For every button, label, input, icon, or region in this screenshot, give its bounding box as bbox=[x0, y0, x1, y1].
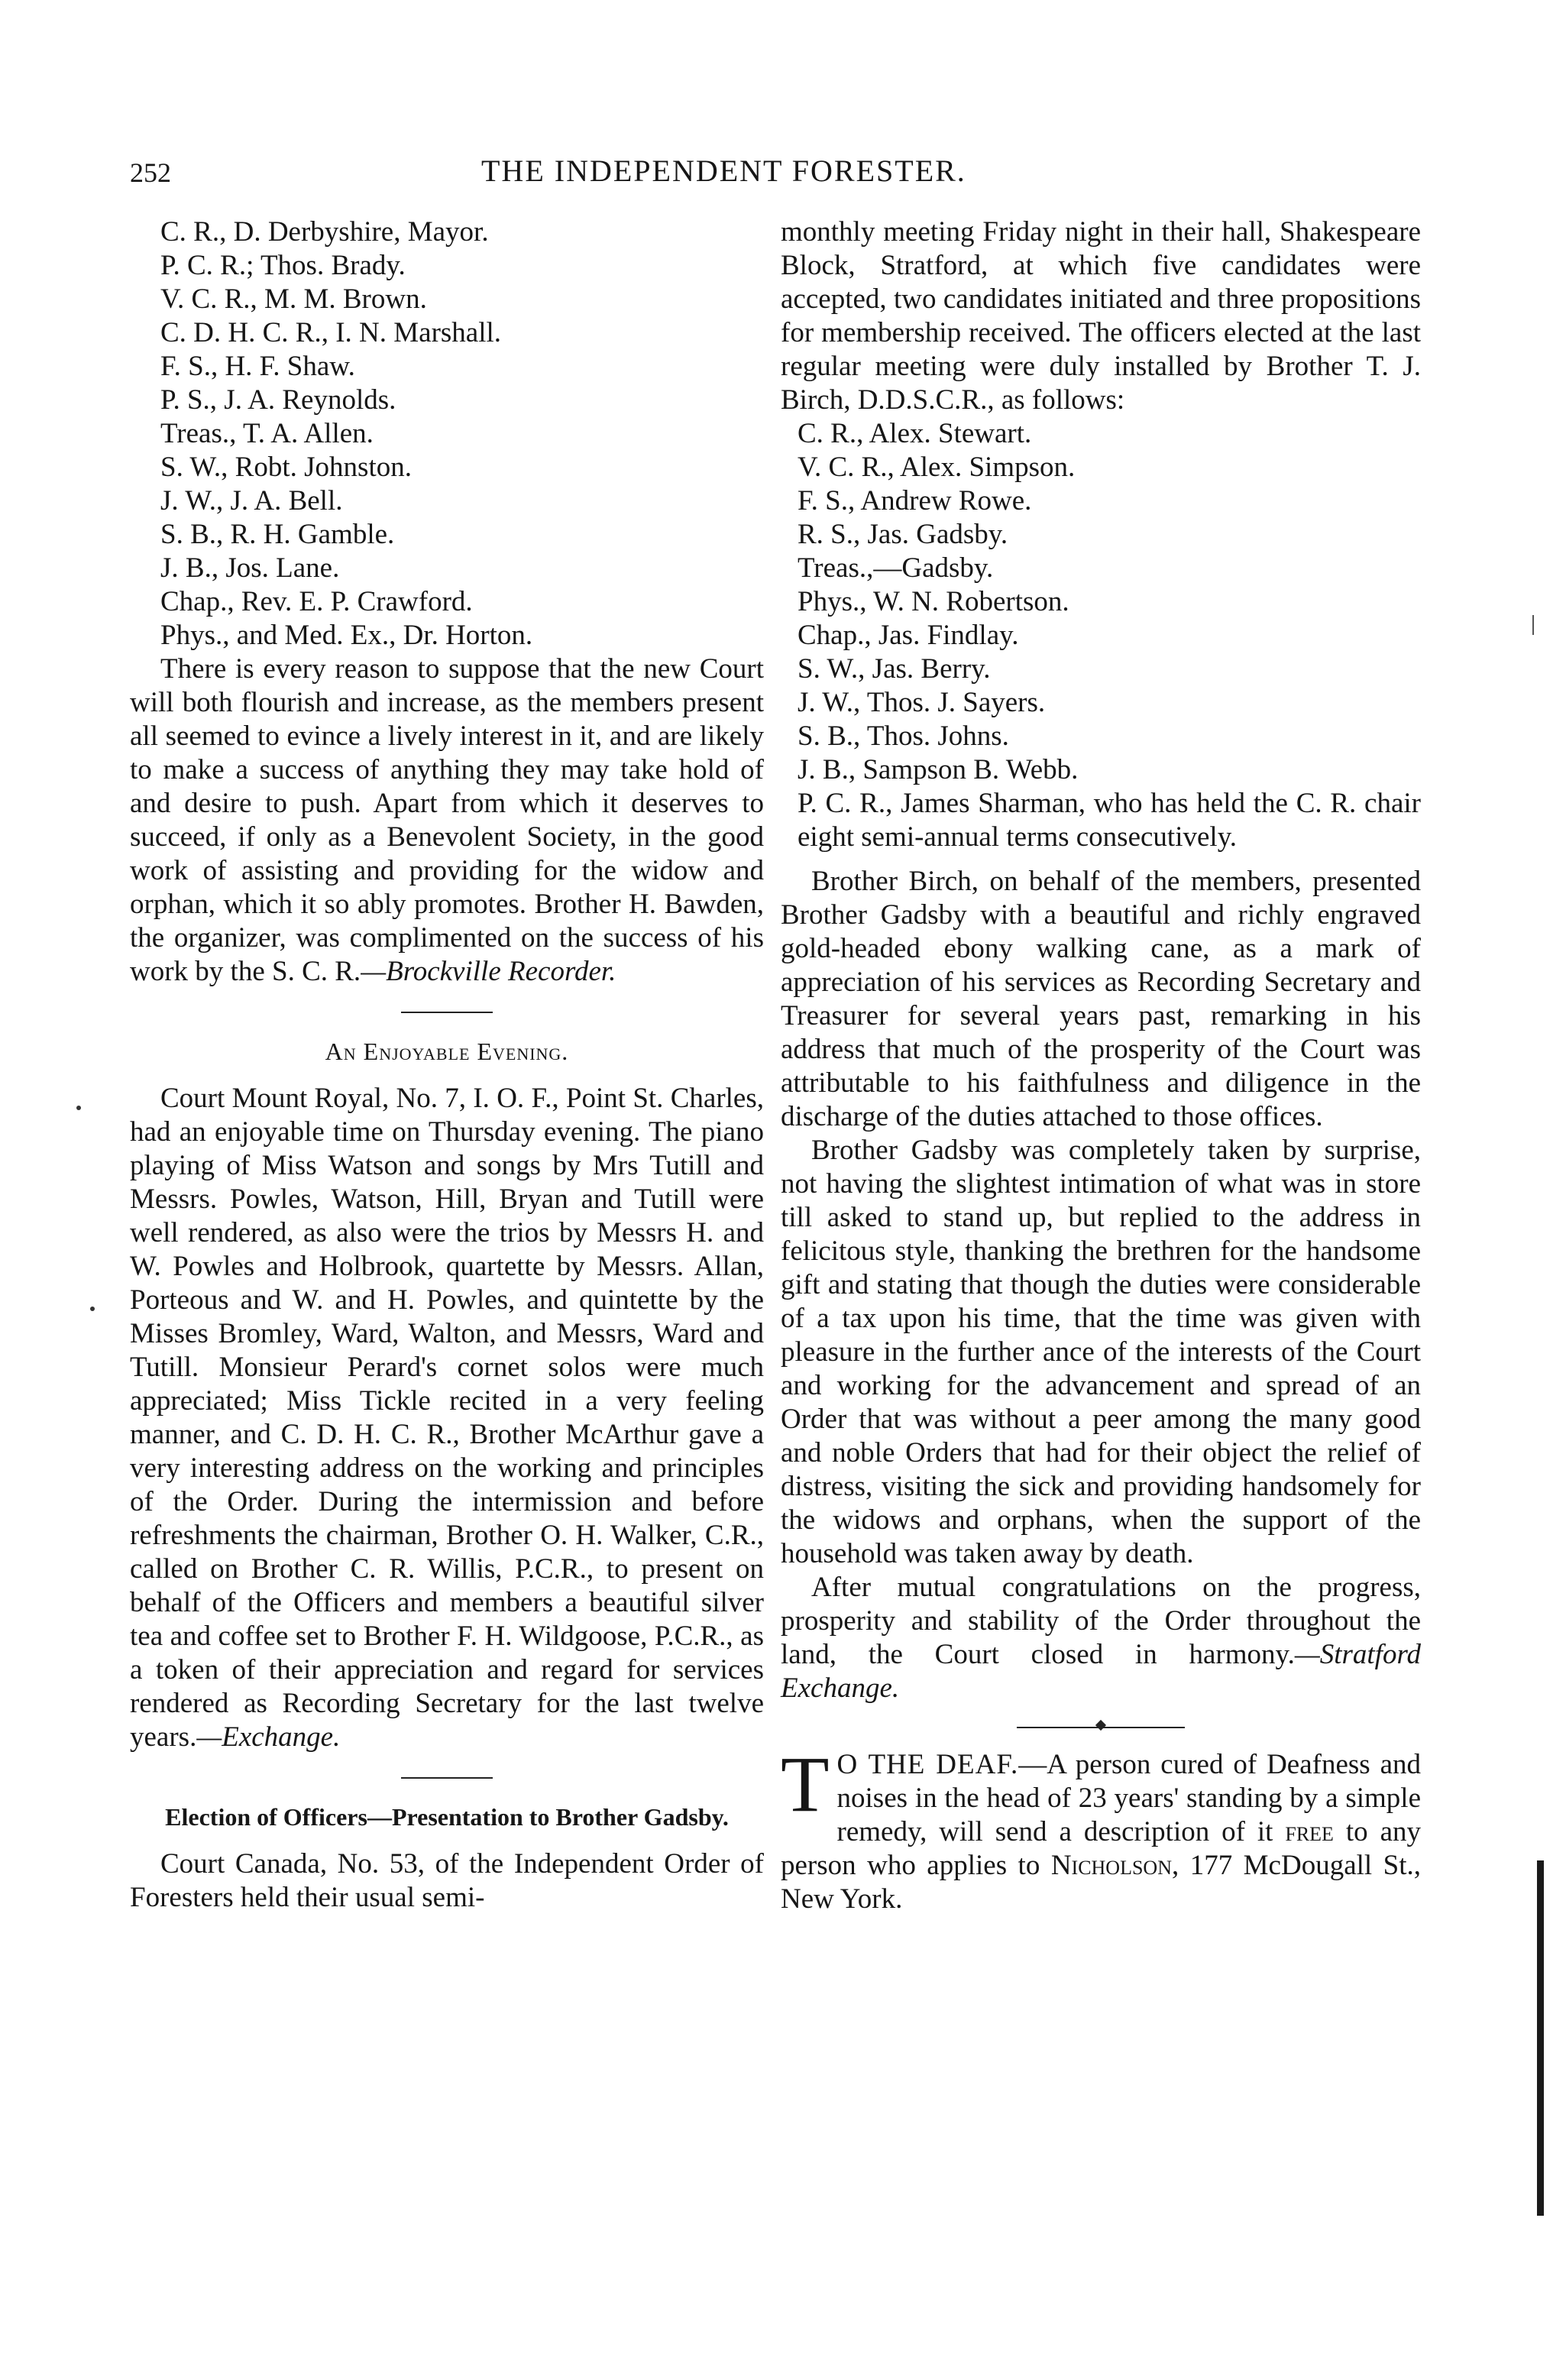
officer-entry: C. R., Alex. Stewart. bbox=[798, 418, 1032, 449]
officer-entry: S. W., Robt. Johnston. bbox=[160, 452, 412, 483]
reply-paragraph: Brother Gadsby was completely taken by surprise, not having the slightest intimation of what was in store till asked to stand up, but replied to the address in felicitous style, thanking the brethren for the handsome gift and stating that though the duties were considerable of a tax upon his time, that the time was given with pleasure in the further ance of the interests of the Court and working for the advancement and spread of an Order that was without a peer among the many good and noble Orders that had for their object the relief of distress, visiting the sick and providing handsomely for the widows and orphans, when the support of the household was taken away by death. bbox=[781, 1135, 1421, 1569]
presentation-paragraph: Brother Birch, on behalf of the members, presented Brother Gadsby with a beautiful and richly engraved gold-headed ebony walking cane, as a mark of appreciation of his services as Recording Secretary and Treasurer for several years past, remarking in his address that much of the prosperity of the Court was attributable to his faithfulness and diligence in the discharge of the duties attached to those offices. bbox=[781, 866, 1421, 1132]
officer-entry: Phys., W. N. Robertson. bbox=[798, 586, 1069, 617]
harmony-source: —Stratford Exchange. bbox=[781, 1639, 1421, 1704]
stratford-officer-list bbox=[781, 417, 1421, 787]
continuation-paragraph: monthly meeting Friday night in their hall, Shakespeare Block, Stratford, at which five candidates were accepted, two candidates initiated and three propositions for membership received. The officers elected at the last regular meeting were duly installed by Brother T. J. Birch, D.D.S.C.R., as follows: bbox=[781, 216, 1421, 416]
officer-entry: J. B., Jos. Lane. bbox=[160, 552, 340, 584]
officer-entry: S. W., Jas. Berry. bbox=[798, 653, 991, 685]
closing-paragraph bbox=[130, 652, 764, 989]
advert-lead: O THE DEAF. bbox=[836, 1749, 1019, 1780]
officer-entry: C. R., D. Derbyshire, Mayor. bbox=[160, 216, 489, 248]
officer-entry: Chap., Rev. E. P. Crawford. bbox=[160, 586, 473, 617]
evening-source: —Exchange. bbox=[196, 1721, 341, 1753]
officer-entry: F. S., Andrew Rowe. bbox=[798, 485, 1032, 516]
officer-entry: F. S., H. F. Shaw. bbox=[160, 351, 355, 382]
advert-text: —A person cured of Deafness and noises in the head of 23 years' standing by a simple remedy, will send a description of it bbox=[836, 1749, 1421, 1847]
officer-entry: P. C. R.; Thos. Brady. bbox=[160, 250, 406, 281]
officer-entry: J. W., Thos. J. Sayers. bbox=[798, 687, 1046, 718]
page-number: 252 bbox=[130, 157, 171, 188]
advert-drop-cap: T bbox=[781, 1740, 830, 1828]
officer-entry: V. C. R., M. M. Brown. bbox=[160, 283, 427, 315]
officer-entry: Treas.,—Gadsby. bbox=[798, 552, 994, 584]
closing-source: —Brockville Recorder. bbox=[361, 956, 616, 987]
officer-entry: R. S., Jas. Gadsby. bbox=[798, 519, 1008, 550]
margin-bar bbox=[1537, 1860, 1544, 2216]
section-divider bbox=[401, 1012, 493, 1013]
advert-divider bbox=[1017, 1727, 1185, 1728]
officer-entry: C. D. H. C. R., I. N. Marshall. bbox=[160, 317, 502, 348]
harmony-text: After mutual congratulations on the progress, prosperity and stability of the Order throughout the land, the Court closed in harmony. bbox=[781, 1572, 1421, 1670]
evening-title: An Enjoyable Evening. bbox=[325, 1038, 569, 1065]
diamond-ornament-icon bbox=[1095, 1720, 1106, 1731]
sharman-paragraph: P. C. R., James Sharman, who has held the C. R. chair eight semi-annual terms consecutively. bbox=[798, 788, 1421, 853]
officer-entry: V. C. R., Alex. Simpson. bbox=[798, 452, 1076, 483]
left-column bbox=[130, 215, 764, 1915]
advert-name: Nicholson bbox=[1050, 1850, 1172, 1881]
advert-text-2: to any person who applies to bbox=[781, 1816, 1421, 1881]
running-head: THE INDEPENDENT FORESTER. bbox=[481, 154, 966, 188]
officer-list bbox=[130, 215, 764, 652]
section-divider bbox=[401, 1777, 493, 1779]
officer-entry: J. B., Sampson B. Webb. bbox=[798, 754, 1079, 785]
evening-body bbox=[130, 1082, 764, 1754]
right-column bbox=[781, 215, 1421, 1916]
officer-entry: S. B., Thos. Johns. bbox=[798, 720, 1009, 752]
evening-text: Court Mount Royal, No. 7, I. O. F., Point St. Charles, had an enjoyable time on Thursday evening. The piano playing of Miss Watson and songs by Mrs Tutill and Messrs. Powles, Watson, Hill, Bryan and Tutill were well rendered, as also were the trios by Messrs H. and W. Powles and Holbrook, quartette by Messrs. Allan, Porteous and W. and H. Powles, and quintette by the Misses Bromley, Ward, Walton, and Messrs, Ward and Tutill. Monsieur Perard's cornet solos were much appreciated; Miss Tickle recited in a very feeling manner, and C. D. H. C. R., Brother McArthur gave a very interesting address on the working and principles of the Order. During the intermission and before refreshments the chairman, Brother O. H. Walker, C.R., called on Brother C. R. Willis, P.C.R., to present on behalf of the Officers and members a beautiful silver tea and coffee set to Brother F. H. Wildgoose, P.C.R., as a token of their appreciation and regard for services rendered as Recording Secretary for the last twelve years. bbox=[130, 1083, 764, 1753]
harmony-paragraph bbox=[781, 1571, 1421, 1705]
officer-entry: Phys., and Med. Ex., Dr. Horton. bbox=[160, 620, 533, 651]
margin-dot bbox=[90, 1307, 95, 1311]
officer-entry: J. W., J. A. Bell. bbox=[160, 485, 343, 516]
advert-free-word: free bbox=[1285, 1816, 1334, 1847]
election-intro: Court Canada, No. 53, of the Independent Order of Foresters held their usual semi- bbox=[130, 1848, 764, 1913]
officer-entry: Chap., Jas. Findlay. bbox=[798, 620, 1019, 651]
deafness-advert bbox=[781, 1740, 1422, 1916]
officer-entry: Treas., T. A. Allen. bbox=[160, 418, 374, 449]
election-title: Election of Officers—Presentation to Brother Gadsby. bbox=[165, 1803, 729, 1831]
margin-tick bbox=[1532, 615, 1534, 635]
officer-entry: S. B., R. H. Gamble. bbox=[160, 519, 395, 550]
margin-dot bbox=[76, 1106, 81, 1110]
closing-text: There is every reason to suppose that the new Court will both flourish and increase, as the members present all seemed to evince a lively interest in it, and are likely to make a success of anything they may take hold of and desire to push. Apart from which it deserves to succeed, if only as a Benevolent Society, in the good work of assisting and providing for the widow and orphan, which it so ably promotes. Brother H. Bawden, the organizer, was complimented on the success of his work by the S. C. R. bbox=[130, 653, 764, 987]
advert-address: , 177 McDougall St., New York. bbox=[781, 1850, 1422, 1915]
officer-entry: P. S., J. A. Reynolds. bbox=[160, 384, 396, 416]
